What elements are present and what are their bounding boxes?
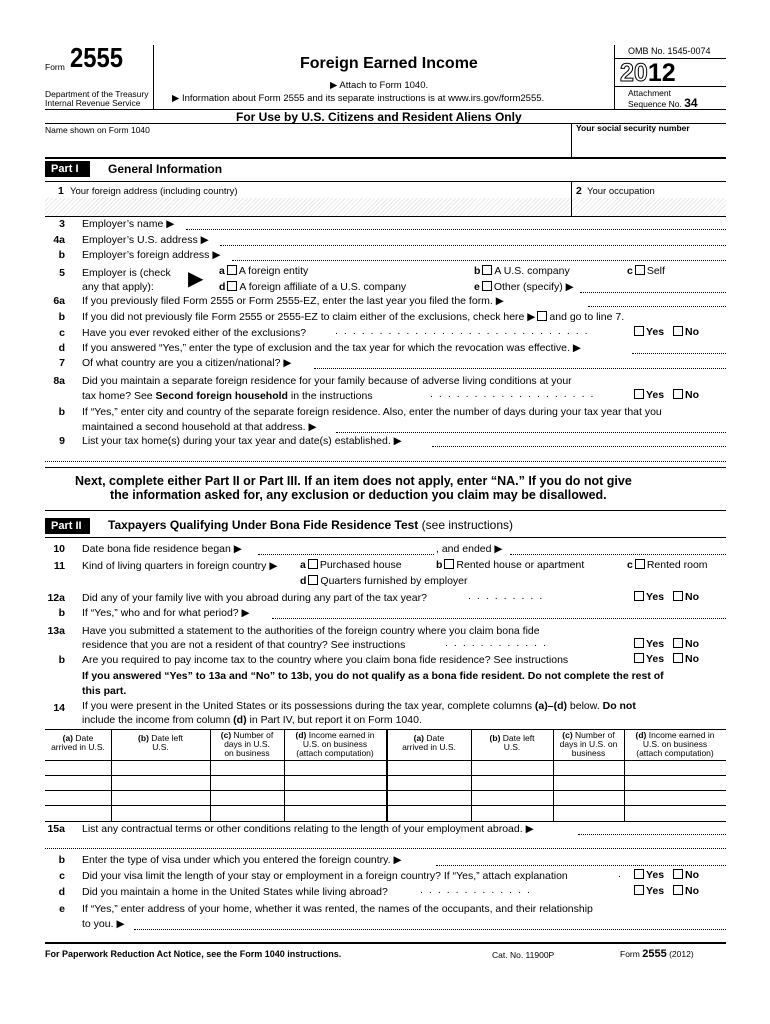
line15b-label: Enter the type of visa under which you entered the foreign country. ▶ — [82, 854, 402, 866]
checkbox-8a-yes — [634, 389, 644, 399]
checkbox-self — [635, 265, 645, 275]
line6b-label: If you did not previously file Form 2555 or 2555-EZ to claim either of the exclusions, check here ▶ and go to line 7. — [82, 311, 625, 323]
part2-header-line — [45, 537, 726, 538]
line8a-dots: ................... — [430, 388, 600, 400]
line8b-label1: If “Yes,” enter city and country of the separate foreign residence. Also, enter the number of days during your tax year that you — [82, 406, 662, 418]
name-bottom-line — [45, 157, 726, 159]
ssn-label: Your social security number — [576, 123, 690, 133]
line13a-label1: Have you submitted a statement to the authorities of the foreign country where you claim bona fide — [82, 625, 540, 637]
table-header-c-left: (c) Number of days in U.S. on business — [220, 730, 274, 758]
table-row-line-3 — [45, 805, 726, 806]
part2-title: Taxpayers Qualifying Under Bona Fide Residence Test (see instructions) — [108, 518, 514, 532]
line15c-num: c — [59, 870, 65, 882]
checkbox-13b-no — [673, 653, 683, 663]
citizenship-field[interactable] — [314, 368, 726, 369]
line5-option-a[interactable]: a A foreign entity — [219, 265, 309, 277]
line5-option-b[interactable]: b A U.S. company — [474, 265, 570, 277]
line12a-yes-no[interactable]: Yes No — [632, 591, 699, 603]
checkbox-us-company — [482, 265, 492, 275]
header-divider-left — [153, 45, 154, 109]
sequence-number: 34 — [684, 96, 698, 110]
form-number: 2555 — [70, 42, 123, 73]
revocation-field[interactable] — [632, 353, 726, 354]
line6d-num: d — [58, 342, 65, 354]
checkbox-13a-no — [673, 638, 683, 648]
table-header-d-left: (d) Income earned in U.S. on business (attach computation) — [295, 730, 375, 758]
contract-terms-field-2[interactable] — [45, 848, 726, 849]
line6c-yes-no[interactable]: Yes No — [632, 326, 699, 338]
line12b-label: If “Yes,” who and for what period? ▶ — [82, 607, 250, 619]
table-bottom-line — [45, 821, 726, 822]
table-header-c-right: (c) Number of days in U.S. on business — [559, 730, 618, 758]
next-note-line1: Next, complete either Part II or Part III. If an item does not apply, enter “NA.” If you do not give — [75, 474, 632, 488]
checkbox-rented-house — [444, 559, 454, 569]
other-specify-field[interactable] — [580, 292, 726, 293]
checkbox-6c-no — [673, 326, 683, 336]
part1-title: General Information — [108, 162, 223, 176]
line15d-yes-no[interactable]: Yes No — [632, 885, 699, 897]
line13a-dots: ............ — [445, 637, 553, 649]
line6c-label: Have you ever revoked either of the exclusions? — [82, 327, 307, 339]
line5-option-e[interactable]: e Other (specify) ▶ — [474, 281, 574, 293]
line13b-num: b — [58, 654, 65, 666]
line13b-label: Are you required to pay income tax to the country where you claim bona fide residence? See instructions — [82, 654, 569, 666]
line1-label: Your foreign address (including country) — [70, 186, 238, 197]
checkbox-purchased-house — [308, 559, 318, 569]
line13a-yes-no[interactable]: Yes No — [632, 638, 699, 650]
line15a-num: 15a — [47, 823, 65, 835]
line11-option-a[interactable]: a Purchased house — [300, 559, 402, 571]
footer-top-line — [45, 942, 726, 944]
line15e-label1: If “Yes,” enter address of your home, whether it was rented, the names of the occupants, and their relationship — [82, 903, 593, 915]
line8b-label2: maintained a second household at that address. ▶ — [82, 421, 317, 433]
line2-label: Your occupation — [587, 186, 655, 197]
checkbox-not-previously-filed[interactable] — [537, 311, 547, 321]
line5-option-d[interactable]: d A foreign affiliate of a U.S. company — [219, 281, 407, 293]
line11-option-c[interactable]: c Rented room — [627, 559, 708, 571]
line2-num: 2 — [576, 185, 582, 197]
line13a-num: 13a — [47, 625, 65, 637]
line4b-label: Employer’s foreign address ▶ — [82, 249, 221, 261]
checkbox-15d-no — [673, 885, 683, 895]
table-header-b-right: (b) Date left U.S. — [489, 733, 535, 752]
checkbox-15d-yes — [634, 885, 644, 895]
line12a-label: Did any of your family live with you abroad during any part of the tax year? — [82, 592, 427, 604]
line8a-num: 8a — [53, 375, 65, 387]
line15d-label: Did you maintain a home in the United States while living abroad? — [82, 886, 388, 898]
occupation-field[interactable] — [572, 198, 726, 216]
line11-option-b[interactable]: b Rented house or apartment — [436, 559, 585, 571]
line4a-num: 4a — [53, 234, 65, 246]
contract-terms-field-1[interactable] — [578, 834, 726, 835]
line7-label: Of what country are you a citizen/national? ▶ — [82, 357, 292, 369]
irs-label: Internal Revenue Service — [45, 98, 141, 108]
line14-label1: If you were present in the United States or its possessions during the tax year, complete columns (a)–(d) below. Do not — [82, 700, 636, 712]
checkbox-foreign-entity — [227, 265, 237, 275]
page-title: Foreign Earned Income — [300, 55, 478, 72]
catalog-number: Cat. No. 11900P — [492, 950, 555, 960]
line6c-dots: ............................. — [335, 325, 594, 337]
next-note-bottom-line — [45, 510, 726, 511]
ssn-divider — [571, 123, 572, 157]
line15b-num: b — [58, 854, 65, 866]
next-note-line2: the information asked for, any exclusion or deduction you claim may be disallowed. — [110, 488, 607, 502]
checkbox-15c-yes — [634, 869, 644, 879]
line11-label: Kind of living quarters in foreign country ▶ — [82, 560, 278, 572]
line13-note2: this part. — [82, 685, 127, 697]
employer-name-field[interactable] — [186, 229, 726, 230]
line3-label: Employer’s name ▶ — [82, 218, 175, 230]
year-divider — [614, 86, 726, 87]
checkbox-rented-room — [635, 559, 645, 569]
line15c-yes-no[interactable]: Yes No — [632, 869, 699, 881]
line5-label1: Employer is (check — [82, 267, 171, 279]
line5-num: 5 — [59, 267, 65, 279]
residence-began-field[interactable] — [258, 554, 434, 555]
checkbox-15c-no — [673, 869, 683, 879]
checkbox-13b-yes — [634, 653, 644, 663]
line15e-num: e — [59, 903, 65, 915]
visa-type-field[interactable] — [436, 865, 726, 866]
line15d-num: d — [58, 886, 65, 898]
checkbox-12a-no — [673, 591, 683, 601]
year-solid: 12 — [647, 59, 676, 87]
family-who-field[interactable] — [272, 618, 726, 619]
line4b-num: b — [58, 249, 65, 261]
form-word: Form — [45, 62, 65, 72]
footer-form-id: Form 2555 (2012) — [620, 948, 694, 960]
table-row-line-2 — [45, 790, 726, 791]
line8a-label2: tax home? See Second foreign household in the instructions — [82, 390, 373, 402]
tax-home-field-1[interactable] — [432, 446, 726, 447]
second-household-field[interactable] — [336, 432, 726, 433]
line6a-label: If you previously filed Form 2555 or Form 2555-EZ, enter the last year you filed the form. ▶ — [82, 295, 504, 307]
line1-bottom — [45, 216, 726, 217]
line15e-label2: to you. ▶ — [82, 918, 125, 930]
bracket-arrow-icon: ▶ — [188, 268, 204, 290]
line13a-label2: residence that you are not a resident of that country? See instructions — [82, 639, 406, 651]
line9-label: List your tax home(s) during your tax year and date(s) established. ▶ — [82, 435, 402, 447]
last-year-filed-field[interactable] — [588, 306, 726, 307]
dept-label: Department of the Treasury — [45, 89, 149, 99]
part1-bottom-line — [45, 467, 726, 468]
line12a-dots: ......... — [468, 590, 549, 602]
sequence-label: Sequence No. 34 — [628, 96, 698, 110]
line11-num: 11 — [53, 560, 65, 572]
year-outline: 20 — [620, 59, 648, 87]
line5-option-c[interactable]: c Self — [627, 265, 665, 277]
tax-home-field-2[interactable] — [45, 461, 726, 462]
omb-number: OMB No. 1545-0074 — [628, 46, 711, 56]
line8b-num: b — [58, 406, 65, 418]
checkbox-12a-yes — [634, 591, 644, 601]
line4a-label: Employer’s U.S. address ▶ — [82, 234, 209, 246]
attach-note: ▶ Attach to Form 1040. — [330, 80, 429, 91]
line10-num: 10 — [53, 543, 65, 555]
foreign-address-field[interactable] — [45, 198, 571, 216]
line12a-num: 12a — [47, 592, 65, 604]
line13b-yes-no[interactable]: Yes No — [632, 653, 699, 665]
line10-label: Date bona fide residence began ▶ — [82, 543, 242, 555]
use-by-banner: For Use by U.S. Citizens and Resident Aliens Only — [236, 110, 522, 124]
checkbox-8a-no — [673, 389, 683, 399]
line10-ended-label: , and ended ▶ — [436, 543, 503, 555]
line15d-dots: ............. — [420, 884, 536, 896]
line8a-label1: Did you maintain a separate foreign residence for your family because of adverse living conditions at your — [82, 375, 572, 387]
attachment-label: Attachment — [628, 88, 671, 98]
employer-us-address-field[interactable] — [220, 245, 726, 246]
line6d-label: If you answered “Yes,” enter the type of exclusion and the tax year for which the revocation was effective. ▶ — [82, 342, 581, 354]
table-header-bottom — [45, 760, 726, 761]
line12b-num: b — [58, 607, 65, 619]
tax-year — [620, 59, 676, 88]
paperwork-notice: For Paperwork Reduction Act Notice, see the Form 1040 instructions. — [45, 949, 342, 959]
table-header-a-right: (a) Date arrived in U.S. — [402, 733, 456, 752]
us-home-address-field[interactable] — [134, 929, 726, 930]
line6b-num: b — [58, 311, 65, 323]
info-note: ▶ Information about Form 2555 and its separate instructions is at www.irs.gov/form2555. — [172, 93, 545, 104]
line8a-yes-no[interactable]: Yes No — [632, 389, 699, 401]
name-label: Name shown on Form 1040 — [45, 125, 150, 135]
line7-num: 7 — [59, 357, 65, 369]
checkbox-6c-yes — [634, 326, 644, 336]
line14-label2: include the income from column (d) in Part IV, but report it on Form 1040. — [82, 714, 422, 726]
checkbox-other — [482, 281, 492, 291]
table-header-a-left: (a) Date arrived in U.S. — [51, 733, 105, 752]
line6a-num: 6a — [53, 295, 65, 307]
line15c-dot: . — [618, 868, 621, 880]
line3-num: 3 — [59, 218, 65, 230]
line13-note1: If you answered “Yes” to 13a and “No” to 13b, you do not qualify as a bona fide resident. Do not complete the rest of — [82, 670, 664, 682]
employer-foreign-address-field[interactable] — [232, 260, 726, 261]
line14-num: 14 — [53, 702, 65, 714]
checkbox-13a-yes — [634, 638, 644, 648]
line1-num: 1 — [58, 185, 64, 197]
line11-option-d[interactable]: d Quarters furnished by employer — [300, 575, 468, 587]
line6c-num: c — [59, 327, 65, 339]
checkbox-foreign-affiliate — [227, 281, 237, 291]
part1-badge: Part I — [45, 161, 90, 177]
part2-badge: Part II — [45, 518, 90, 534]
table-header-d-right: (d) Income earned in U.S. on business (attach computation) — [635, 730, 715, 758]
line5-label2: any that apply): — [82, 281, 154, 293]
line15a-label: List any contractual terms or other conditions relating to the length of your employment abroad. ▶ — [82, 823, 534, 835]
table-row-line-1 — [45, 775, 726, 776]
checkbox-employer-quarters — [308, 575, 318, 585]
table-header-b-left: (b) Date left U.S. — [138, 733, 183, 752]
header-divider-right — [614, 45, 615, 109]
line9-num: 9 — [59, 435, 65, 447]
line15c-label: Did your visa limit the length of your stay or employment in a foreign country? If “Yes,” attach explanation — [82, 870, 568, 882]
residence-ended-field[interactable] — [510, 554, 726, 555]
part1-header-line — [45, 181, 726, 182]
